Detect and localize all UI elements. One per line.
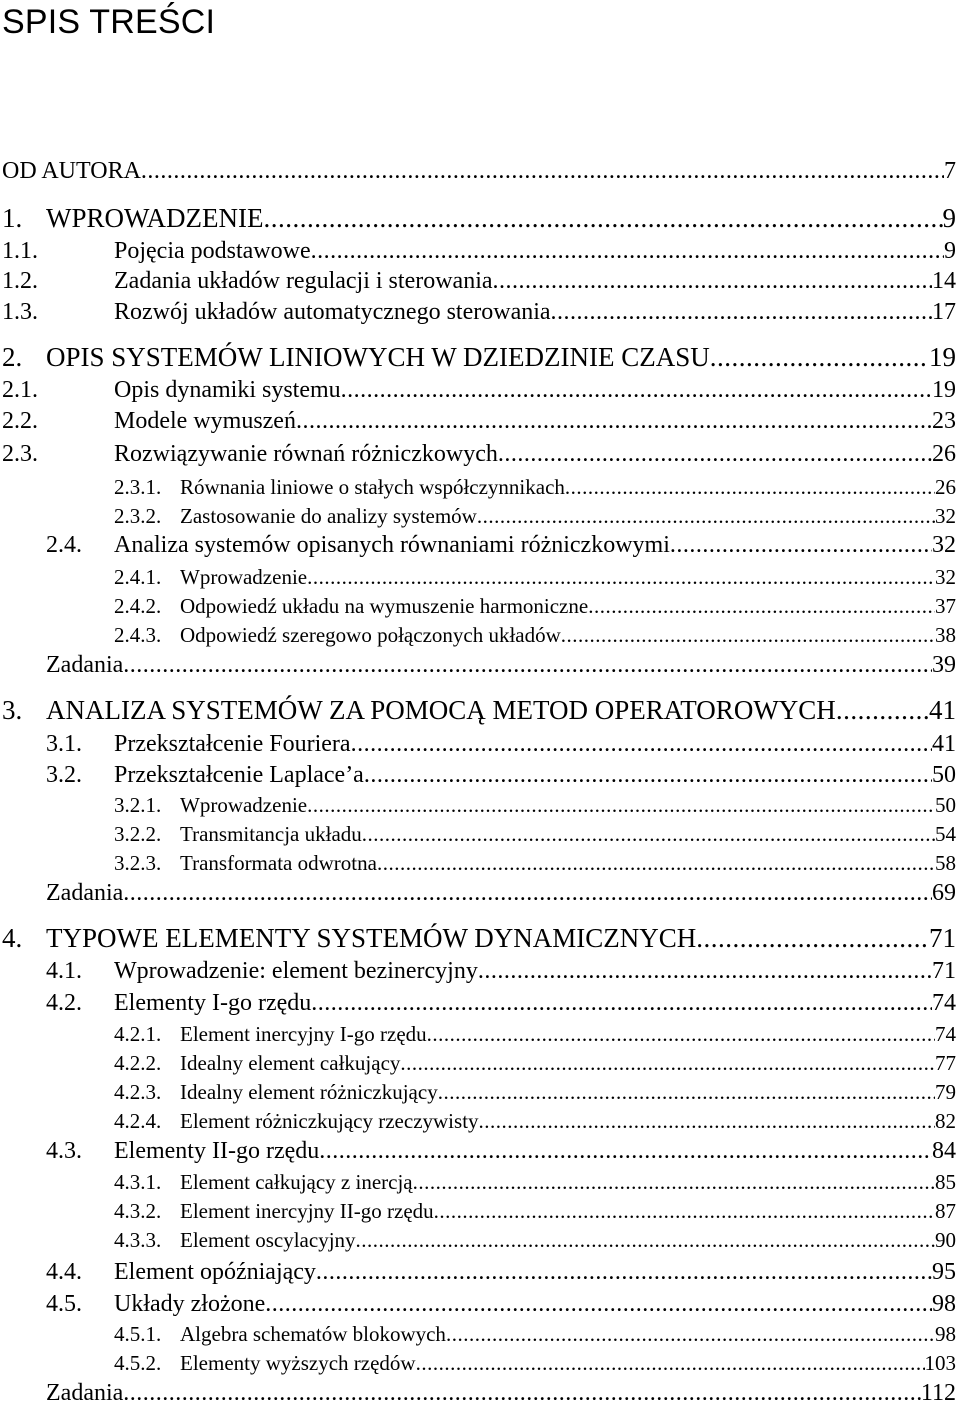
toc-entry-number: 2. — [2, 342, 23, 372]
dot-leader — [356, 1226, 935, 1254]
dot-leader — [319, 1136, 932, 1166]
toc-entry-title: Opis dynamiki systemu — [114, 377, 341, 403]
toc-entry-number: 4.3.3. — [114, 1228, 162, 1252]
toc-entry-page-number: 82 — [935, 1109, 956, 1133]
toc-entry-title: WPROWADZENIE — [46, 203, 264, 233]
dot-leader — [311, 988, 932, 1018]
page-title: SPIS TREŚCI — [2, 3, 216, 41]
toc-entry-number: 2.4. — [46, 532, 82, 558]
toc-entry-number: 4.2.2. — [114, 1051, 162, 1075]
toc-entry-number: 4.3.2. — [114, 1199, 162, 1223]
toc-entry[interactable] — [114, 563, 956, 591]
dot-leader — [123, 650, 932, 680]
toc-entry-title: Element różniczkujący rzeczywisty — [180, 1109, 479, 1133]
dot-leader — [413, 1168, 935, 1196]
toc-entry-title: Algebra schematów blokowych — [180, 1322, 446, 1346]
toc-entry-number: 3.2.3. — [114, 851, 162, 875]
toc-entry-title: Transmitancja układu — [180, 822, 362, 846]
dot-leader — [311, 236, 944, 266]
toc-entry-number: 2.4.1. — [114, 565, 162, 589]
toc-entry-number: 2.3.2. — [114, 504, 162, 528]
dot-leader — [307, 563, 935, 591]
toc-entry-title: Układy złożone — [114, 1291, 266, 1317]
toc-entry-page-number: 23 — [932, 408, 956, 434]
toc-entry[interactable] — [114, 1349, 956, 1377]
toc-entry-number: 2.2. — [2, 408, 38, 434]
toc-entry-page-number: 98 — [935, 1322, 956, 1346]
toc-entry[interactable] — [2, 922, 956, 954]
toc-entry-page-number: 32 — [932, 532, 956, 558]
toc-entry[interactable] — [46, 988, 956, 1018]
toc-entry-page-number: 84 — [932, 1138, 956, 1164]
toc-entry-page-number: 71 — [929, 923, 956, 953]
dot-leader — [446, 1320, 935, 1348]
toc-entry-page-number: 9 — [942, 203, 956, 233]
toc-entry-number: 2.3.1. — [114, 475, 162, 499]
toc-entry-title: Elementy II-go rzędu — [114, 1138, 320, 1164]
dot-leader — [836, 694, 929, 726]
dot-leader — [551, 297, 932, 327]
toc-entry-title: Element całkujący z inercją — [180, 1170, 413, 1194]
toc-entry-title: Modele wymuszeń — [114, 408, 296, 434]
toc-entry[interactable] — [2, 266, 956, 296]
toc-entry[interactable] — [114, 849, 956, 877]
toc-entry-title: OPIS SYSTEMÓW LINIOWYCH W DZIEDZINIE CZASU — [46, 342, 710, 372]
dot-leader — [364, 760, 932, 790]
dot-leader — [351, 729, 932, 759]
toc-entry-page-number: 19 — [929, 342, 956, 372]
toc-entry-title: Rozwiązywanie równań różniczkowych — [114, 441, 498, 467]
toc-entry[interactable] — [46, 956, 956, 986]
dot-leader — [307, 791, 935, 819]
toc-entry[interactable] — [46, 650, 956, 680]
toc-entry[interactable] — [114, 1078, 956, 1106]
toc-entry-title: Odpowiedź układu na wymuszenie harmoniczne — [180, 594, 589, 618]
toc-entry[interactable] — [114, 621, 956, 649]
dot-leader — [498, 439, 932, 469]
toc-entry[interactable] — [2, 406, 956, 436]
toc-entry-page-number: 17 — [932, 299, 956, 325]
toc-entry-number: 1.3. — [2, 299, 38, 325]
toc-entry[interactable] — [2, 341, 956, 373]
toc-entry-page-number: 50 — [932, 762, 956, 788]
toc-entry-number: 4.5.2. — [114, 1351, 162, 1375]
dot-leader — [141, 156, 944, 186]
dot-leader — [493, 266, 932, 296]
toc-entry-number: 4.2.4. — [114, 1109, 162, 1133]
toc-entry-page-number: 90 — [935, 1228, 956, 1252]
toc-entry[interactable] — [114, 820, 956, 848]
toc-entry-title: Odpowiedź szeregowo połączonych układów — [180, 623, 561, 647]
dot-leader — [263, 202, 942, 234]
toc-entry-page-number: 19 — [932, 377, 956, 403]
toc-entry[interactable] — [114, 791, 956, 819]
dot-leader — [588, 592, 935, 620]
toc-entry-title: Przekształcenie Fouriera — [114, 731, 351, 757]
toc-entry-title: Wprowadzenie — [180, 793, 308, 817]
toc-entry-title: Idealny element całkujący — [180, 1051, 401, 1075]
toc-entry[interactable] — [46, 1289, 956, 1319]
toc-entry-page-number: 77 — [935, 1051, 956, 1075]
toc-entry-page-number: 41 — [929, 695, 956, 725]
toc-entry[interactable] — [114, 1020, 956, 1048]
toc-entry-page-number: 14 — [932, 268, 956, 294]
dot-leader — [696, 922, 929, 954]
toc-entry-number: 4.2.3. — [114, 1080, 162, 1104]
toc-entry-number: 4.3. — [46, 1138, 82, 1164]
dot-leader — [478, 956, 932, 986]
toc-entry-title: Transformata odwrotna — [180, 851, 377, 875]
toc-entry-title: Pojęcia podstawowe — [114, 238, 311, 264]
toc-entry[interactable] — [2, 297, 956, 327]
toc-entry-title: OD AUTORA — [2, 158, 141, 184]
toc-entry-page-number: 9 — [944, 238, 956, 264]
toc-entry-page-number: 87 — [935, 1199, 956, 1223]
toc-entry-title: Wprowadzenie: element bezinercyjny — [114, 958, 478, 984]
dot-leader — [438, 1078, 935, 1106]
toc-entry-title: Zadania — [46, 1380, 124, 1406]
dot-leader — [434, 1197, 935, 1225]
toc-entry-page-number: 26 — [935, 475, 956, 499]
dot-leader — [377, 849, 935, 877]
toc-entry-number: 4.2. — [46, 990, 82, 1016]
toc-entry[interactable] — [46, 878, 956, 908]
toc-entry[interactable] — [46, 760, 956, 790]
toc-entry-page-number: 74 — [935, 1022, 956, 1046]
dot-leader — [416, 1349, 925, 1377]
toc-entry-title: Przekształcenie Laplace’a — [114, 762, 364, 788]
toc-entry-title: Idealny element różniczkujący — [180, 1080, 438, 1104]
toc-entry-page-number: 41 — [932, 731, 956, 757]
dot-leader — [477, 502, 935, 530]
toc-entry[interactable] — [114, 1320, 956, 1348]
toc-entry-page-number: 98 — [932, 1291, 956, 1317]
toc-entry-page-number: 32 — [935, 504, 956, 528]
toc-entry-page-number: 95 — [932, 1259, 956, 1285]
dot-leader — [265, 1289, 932, 1319]
toc-entry[interactable] — [46, 1257, 956, 1287]
toc-entry-page-number: 7 — [944, 158, 956, 184]
dot-leader — [316, 1257, 932, 1287]
toc-entry-page-number: 54 — [935, 822, 956, 846]
toc-entry-title: Element inercyjny I-go rzędu — [180, 1022, 427, 1046]
toc-entry-number: 2.1. — [2, 377, 38, 403]
toc-entry-title: Analiza systemów opisanych równaniami różniczkowymi — [114, 532, 670, 558]
dot-leader — [400, 1049, 935, 1077]
dot-leader — [670, 530, 932, 560]
toc-entry-title: Zadania układów regulacji i sterowania — [114, 268, 493, 294]
toc-entry[interactable] — [2, 236, 956, 266]
dot-leader — [427, 1020, 935, 1048]
toc-entry-number: 4.3.1. — [114, 1170, 162, 1194]
dot-leader — [123, 878, 932, 908]
toc-entry-title: Element oscylacyjny — [180, 1228, 356, 1252]
toc-entry-title: Równania liniowe o stałych współczynnikach — [180, 475, 565, 499]
toc-entry-page-number: 26 — [932, 441, 956, 467]
toc-entry-title: Element inercyjny II-go rzędu — [180, 1199, 434, 1223]
toc-entry-page-number: 50 — [935, 793, 956, 817]
toc-entry[interactable] — [114, 502, 956, 530]
toc-entry[interactable] — [114, 1226, 956, 1254]
toc-entry-number: 4.4. — [46, 1259, 82, 1285]
toc-entry-page-number: 58 — [935, 851, 956, 875]
toc-entry-title: Zadania — [46, 880, 124, 906]
toc-entry-number: 1. — [2, 203, 23, 233]
toc-entry-page-number: 69 — [932, 880, 956, 906]
toc-entry[interactable] — [114, 1168, 956, 1196]
toc-entry-number: 3.2.1. — [114, 793, 162, 817]
toc-entry-title: Element opóźniający — [114, 1259, 316, 1285]
dot-leader — [565, 473, 935, 501]
toc-entry[interactable] — [46, 530, 956, 560]
toc-entry-page-number: 71 — [932, 958, 956, 984]
dot-leader — [362, 820, 935, 848]
toc-entry[interactable] — [114, 1197, 956, 1225]
toc-entry[interactable] — [114, 1049, 956, 1077]
toc-entry-page-number: 112 — [920, 1380, 956, 1406]
toc-entry[interactable] — [2, 375, 956, 405]
toc-entry-title: Elementy wyższych rzędów — [180, 1351, 416, 1375]
toc-entry-number: 3.2.2. — [114, 822, 162, 846]
dot-leader — [296, 406, 932, 436]
toc-entry[interactable] — [114, 473, 956, 501]
toc-entry-page-number: 74 — [932, 990, 956, 1016]
toc-entry-page-number: 37 — [935, 594, 956, 618]
dot-leader — [341, 375, 932, 405]
toc-entry[interactable] — [2, 694, 956, 726]
toc-entry-page-number: 85 — [935, 1170, 956, 1194]
dot-leader — [479, 1107, 935, 1135]
toc-entry-number: 3. — [2, 695, 23, 725]
toc-entry-title: ANALIZA SYSTEMÓW ZA POMOCĄ METOD OPERATOROWYCH — [46, 695, 836, 725]
dot-leader — [710, 341, 929, 373]
toc-entry[interactable] — [2, 156, 956, 186]
toc-entry-number: 4.1. — [46, 958, 82, 984]
toc-entry-number: 2.4.2. — [114, 594, 162, 618]
toc-entry[interactable] — [46, 729, 956, 759]
toc-entry-number: 2.4.3. — [114, 623, 162, 647]
toc-entry-page-number: 32 — [935, 565, 956, 589]
toc-entry-title: Zadania — [46, 652, 124, 678]
toc-entry[interactable] — [46, 1136, 956, 1166]
toc-entry-page-number: 39 — [932, 652, 956, 678]
toc-entry-page-number: 38 — [935, 623, 956, 647]
toc-entry-title: Rozwój układów automatycznego sterowania — [114, 299, 551, 325]
toc-entry-title: TYPOWE ELEMENTY SYSTEMÓW DYNAMICZNYCH — [46, 923, 697, 953]
toc-entry-number: 4.5.1. — [114, 1322, 162, 1346]
toc-entry-number: 3.2. — [46, 762, 82, 788]
toc-entry[interactable] — [2, 202, 956, 234]
toc-entry-number: 4. — [2, 923, 23, 953]
toc-entry[interactable] — [2, 439, 956, 469]
toc-entry-number: 2.3. — [2, 441, 38, 467]
toc-entry-title: Elementy I-go rzędu — [114, 990, 312, 1016]
toc-entry-number: 3.1. — [46, 731, 82, 757]
toc-entry[interactable] — [114, 1107, 956, 1135]
toc-entry-number: 4.5. — [46, 1291, 82, 1317]
toc-entry-page-number: 103 — [924, 1351, 956, 1375]
toc-entry-title: Zastosowanie do analizy systemów — [180, 504, 477, 528]
toc-entry-title: Wprowadzenie — [180, 565, 308, 589]
toc-entry-number: 1.2. — [2, 268, 38, 294]
toc-entry-number: 4.2.1. — [114, 1022, 162, 1046]
dot-leader — [561, 621, 935, 649]
toc-entry-page-number: 79 — [935, 1080, 956, 1104]
toc-entry-number: 1.1. — [2, 238, 38, 264]
toc-entry[interactable] — [114, 592, 956, 620]
